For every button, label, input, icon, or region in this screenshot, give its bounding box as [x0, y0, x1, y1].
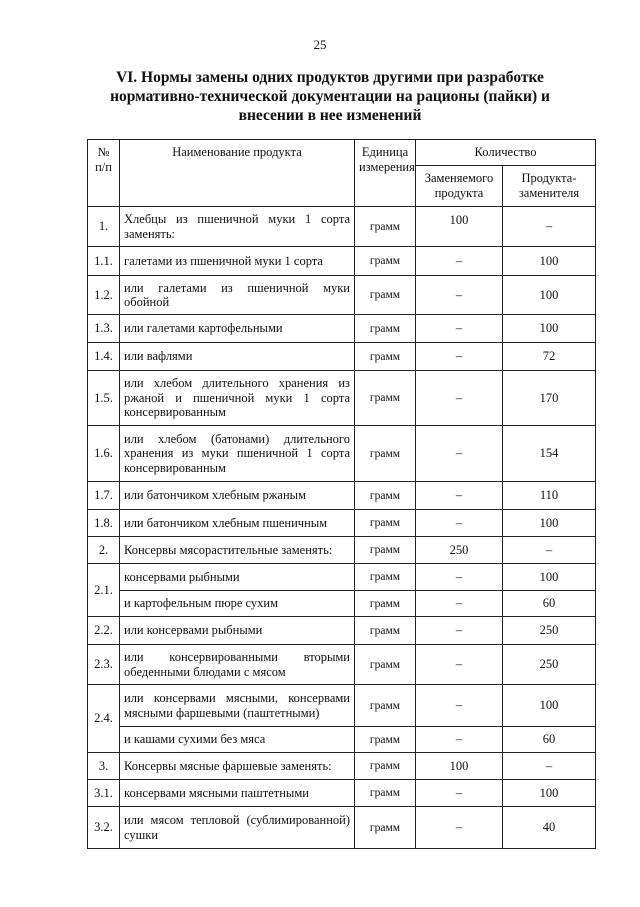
row-2-4-substitute: 100	[503, 685, 596, 727]
row-1-num: 1.	[88, 207, 120, 247]
row-1-substitute: –	[503, 207, 596, 247]
row-1-7-replaced: –	[416, 482, 503, 510]
row-1-6-substitute: 154	[503, 426, 596, 482]
row-3-2-name: или мясом тепловой (сублимированной) сушки	[120, 807, 355, 849]
row-2-1-name: консервами рыбными	[120, 564, 355, 591]
row-1-8-unit: грамм	[355, 510, 416, 537]
row-3-2-replaced: –	[416, 807, 503, 849]
row-1-7-num: 1.7.	[88, 482, 120, 510]
row-1-4-name: или вафлями	[120, 343, 355, 371]
row-2-name: Консервы мясорастительные заменять:	[120, 537, 355, 564]
section-title: VI. Нормы замены одних продуктов другими при разработке нормативно-технической документации на рационы (пайки) и внесении в нее изменений	[110, 69, 550, 124]
row-2-1-replaced: –	[416, 564, 503, 591]
row-1-2-unit: грамм	[355, 276, 416, 315]
row-3-unit: грамм	[355, 753, 416, 780]
row-1-1-num: 1.1.	[88, 247, 120, 276]
header-num: № п/п	[88, 140, 120, 207]
row-2-1-substitute: 100	[503, 564, 596, 591]
row-3-substitute: –	[503, 753, 596, 780]
row-1-7-unit: грамм	[355, 482, 416, 510]
row-2-4-replaced: –	[416, 685, 503, 727]
row-1-6-replaced: –	[416, 426, 503, 482]
row-1-5-num: 1.5.	[88, 371, 120, 426]
row-1-4-unit: грамм	[355, 343, 416, 371]
row-3-1-name: консервами мясными паштетными	[120, 780, 355, 807]
row-1-8-num: 1.8.	[88, 510, 120, 537]
row-1-5-replaced: –	[416, 371, 503, 426]
row-1-6-name: или хлебом (батонами) длительного хранения из муки пшеничной 1 сорта консервированным	[120, 426, 355, 482]
row-1-replaced: 100	[416, 207, 503, 247]
row-1-3-replaced: –	[416, 315, 503, 343]
row-3-num: 3.	[88, 753, 120, 780]
row-1-name: Хлебцы из пшеничной муки 1 сорта заменять:	[120, 207, 355, 247]
row-2-4-name: или консервами мясными, консервами мясными фаршевыми (паштетными)	[120, 685, 355, 727]
header-unit: Единица измерения	[355, 140, 416, 207]
row-2-4b-substitute: 60	[503, 727, 596, 753]
row-1-6-unit: грамм	[355, 426, 416, 482]
row-2-3-name: или консервированными вторыми обеденными блюдами с мясом	[120, 645, 355, 685]
header-substitute: Продукта-заменителя	[503, 166, 596, 207]
row-2-3-replaced: –	[416, 645, 503, 685]
substitution-norms-table	[87, 139, 596, 849]
row-1-4-substitute: 72	[503, 343, 596, 371]
row-1-8-name: или батончиком хлебным пшеничным	[120, 510, 355, 537]
row-2-2-name: или консервами рыбными	[120, 617, 355, 645]
row-2-3-substitute: 250	[503, 645, 596, 685]
row-1-8-replaced: –	[416, 510, 503, 537]
row-1-3-substitute: 100	[503, 315, 596, 343]
row-1-2-replaced: –	[416, 276, 503, 315]
row-2-4-unit: грамм	[355, 685, 416, 727]
row-3-1-replaced: –	[416, 780, 503, 807]
row-2-2-num: 2.2.	[88, 617, 120, 645]
row-2-1b-substitute: 60	[503, 591, 596, 617]
row-2-replaced: 250	[416, 537, 503, 564]
row-1-3-unit: грамм	[355, 315, 416, 343]
row-2-3-unit: грамм	[355, 645, 416, 685]
row-1-8-substitute: 100	[503, 510, 596, 537]
row-3-2-substitute: 40	[503, 807, 596, 849]
row-1-5-substitute: 170	[503, 371, 596, 426]
row-3-2-unit: грамм	[355, 807, 416, 849]
row-1-3-num: 1.3.	[88, 315, 120, 343]
row-1-4-num: 1.4.	[88, 343, 120, 371]
row-1-2-num: 1.2.	[88, 276, 120, 315]
row-3-1-unit: грамм	[355, 780, 416, 807]
row-1-3-name: или галетами картофельными	[120, 315, 355, 343]
row-2-1b-replaced: –	[416, 591, 503, 617]
row-2-4b-unit: грамм	[355, 727, 416, 753]
header-replaced: Заменяемого продукта	[416, 166, 503, 207]
row-1-1-unit: грамм	[355, 247, 416, 276]
row-3-replaced: 100	[416, 753, 503, 780]
row-2-2-unit: грамм	[355, 617, 416, 645]
row-2-1-num: 2.1.	[88, 564, 120, 617]
row-2-3-num: 2.3.	[88, 645, 120, 685]
row-2-num: 2.	[88, 537, 120, 564]
row-1-7-name: или батончиком хлебным ржаным	[120, 482, 355, 510]
page-number: 25	[313, 37, 327, 52]
header-quantity: Количество	[416, 140, 596, 166]
row-1-2-substitute: 100	[503, 276, 596, 315]
row-1-unit: грамм	[355, 207, 416, 247]
row-2-4-num: 2.4.	[88, 685, 120, 753]
row-3-2-num: 3.2.	[88, 807, 120, 849]
row-2-1b-unit: грамм	[355, 591, 416, 617]
row-1-5-name: или хлебом длительного хранения из ржаной и пшеничной муки 1 сорта консервированным	[120, 371, 355, 426]
row-1-1-replaced: –	[416, 247, 503, 276]
row-1-6-num: 1.6.	[88, 426, 120, 482]
row-1-1-name: галетами из пшеничной муки 1 сорта	[120, 247, 355, 276]
row-2-2-substitute: 250	[503, 617, 596, 645]
row-3-1-num: 3.1.	[88, 780, 120, 807]
row-2-substitute: –	[503, 537, 596, 564]
row-2-2-replaced: –	[416, 617, 503, 645]
row-3-1-substitute: 100	[503, 780, 596, 807]
row-2-1-unit: грамм	[355, 564, 416, 591]
row-1-4-replaced: –	[416, 343, 503, 371]
row-2-4b-replaced: –	[416, 727, 503, 753]
row-1-1-substitute: 100	[503, 247, 596, 276]
row-1-7-substitute: 110	[503, 482, 596, 510]
row-3-name: Консервы мясные фаршевые заменять:	[120, 753, 355, 780]
row-2-unit: грамм	[355, 537, 416, 564]
row-2-1b-name: и картофельным пюре сухим	[120, 591, 355, 617]
row-1-2-name: или галетами из пшеничной муки обойной	[120, 276, 355, 315]
header-name: Наименование продукта	[120, 140, 355, 207]
row-2-4b-name: и кашами сухими без мяса	[120, 727, 355, 753]
row-1-5-unit: грамм	[355, 371, 416, 426]
